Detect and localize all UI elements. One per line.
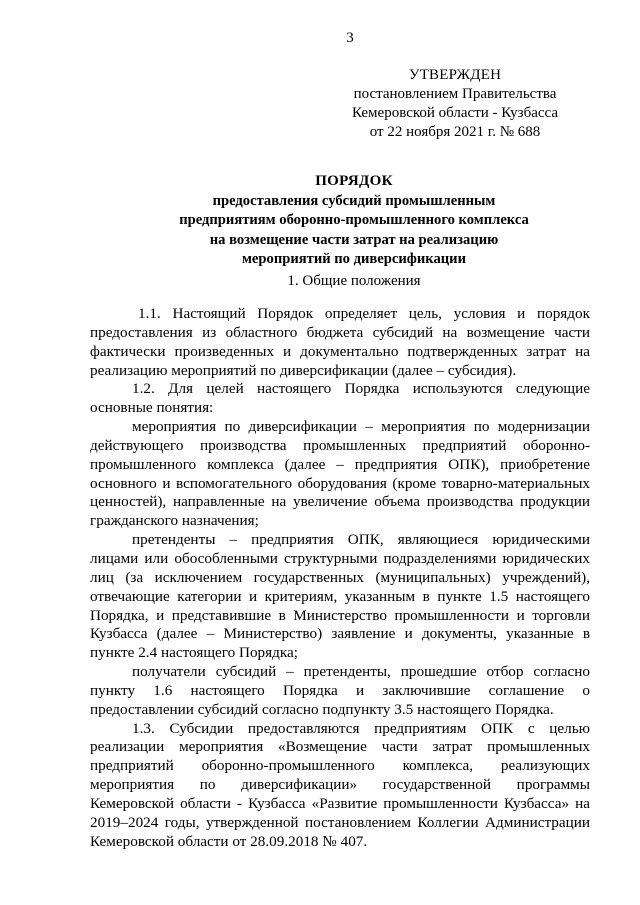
paragraph-definition-recipients: получатели субсидий – претенденты, прошедшие отбор согласно пункту 1.6 настоящего Порядка и заключившие соглашение о предоставлении субсидий согласно подпункту 3.5 настоящего Порядка. (90, 663, 590, 718)
paragraph-definition-diversification: мероприятия по диверсификации – мероприятия по модернизации действующего производства промышленных предприятий оборонно-промышленного комплекса (далее – предприятия ОПК), приобретение основного и вспомогательного оборудования (кроме товарно-материальных ценностей), направленные на увеличение объема производства продукции гражданского назначения; (90, 418, 590, 530)
document-title-line-2: предприятиям оборонно-промышленного комплекса (179, 212, 529, 228)
document-title-main: ПОРЯДОК (315, 173, 393, 189)
paragraph-1-2: 1.2. Для целей настоящего Порядка используются следующие основные понятия: (90, 380, 590, 417)
paragraph-definition-applicants: претенденты – предприятия ОПК, являющиеся юридическими лицами или обособленными структурными подразделениями юридических лиц (за исключением государственных (муниципальных) учреждений), отвечающие категории и критериям, указанным в пункте 1.5 настоящего Порядка, и представившие в Министерство промышленности и торговли Кузбасса (далее – Министерство) заявление и документы, указанные в пункте 2.4 настоящего Порядка; (90, 531, 590, 662)
paragraph-1-1: 1.1. Настоящий Порядок определяет цель, условия и порядок предоставления из областного бюджета субсидий на возмещение части фактически произведенных и документально подтвержденных затрат на реализацию мероприятий по диверсификации (далее – субсидия). (90, 305, 590, 379)
document-title (90, 172, 618, 270)
document-title-line-4: мероприятий по диверсификации (241, 251, 466, 267)
approval-title: УТВЕРЖДЕН (408, 67, 502, 83)
approval-line-3: от 22 ноября 2021 г. № 688 (369, 124, 541, 140)
approval-stamp (300, 66, 610, 142)
approval-line-2: Кемеровской области - Кузбасса (351, 105, 559, 121)
paragraph-1-3: 1.3. Субсидии предоставляются предприятиям ОПК с целью реализации мероприятия «Возмещение части затрат промышленных предприятий оборонно-промышленного комплекса, реализующих мероприятия по диверсификации» государственной программы Кемеровской области - Кузбасса «Развитие промышленности Кузбасса» на 2019–2024 годы, утвержденной постановлением Коллегии Администрации Кемеровской области от 28.09.2018 № 407. (90, 719, 590, 850)
section-heading: 1. Общие положения (287, 273, 421, 289)
approval-line-1: постановлением Правительства (353, 86, 557, 102)
document-body (90, 305, 590, 851)
page-number: 3 (346, 30, 354, 46)
document-title-line-3: на возмещение части затрат на реализацию (209, 231, 499, 248)
document-title-line-1: предоставления субсидий промышленным (212, 192, 496, 209)
